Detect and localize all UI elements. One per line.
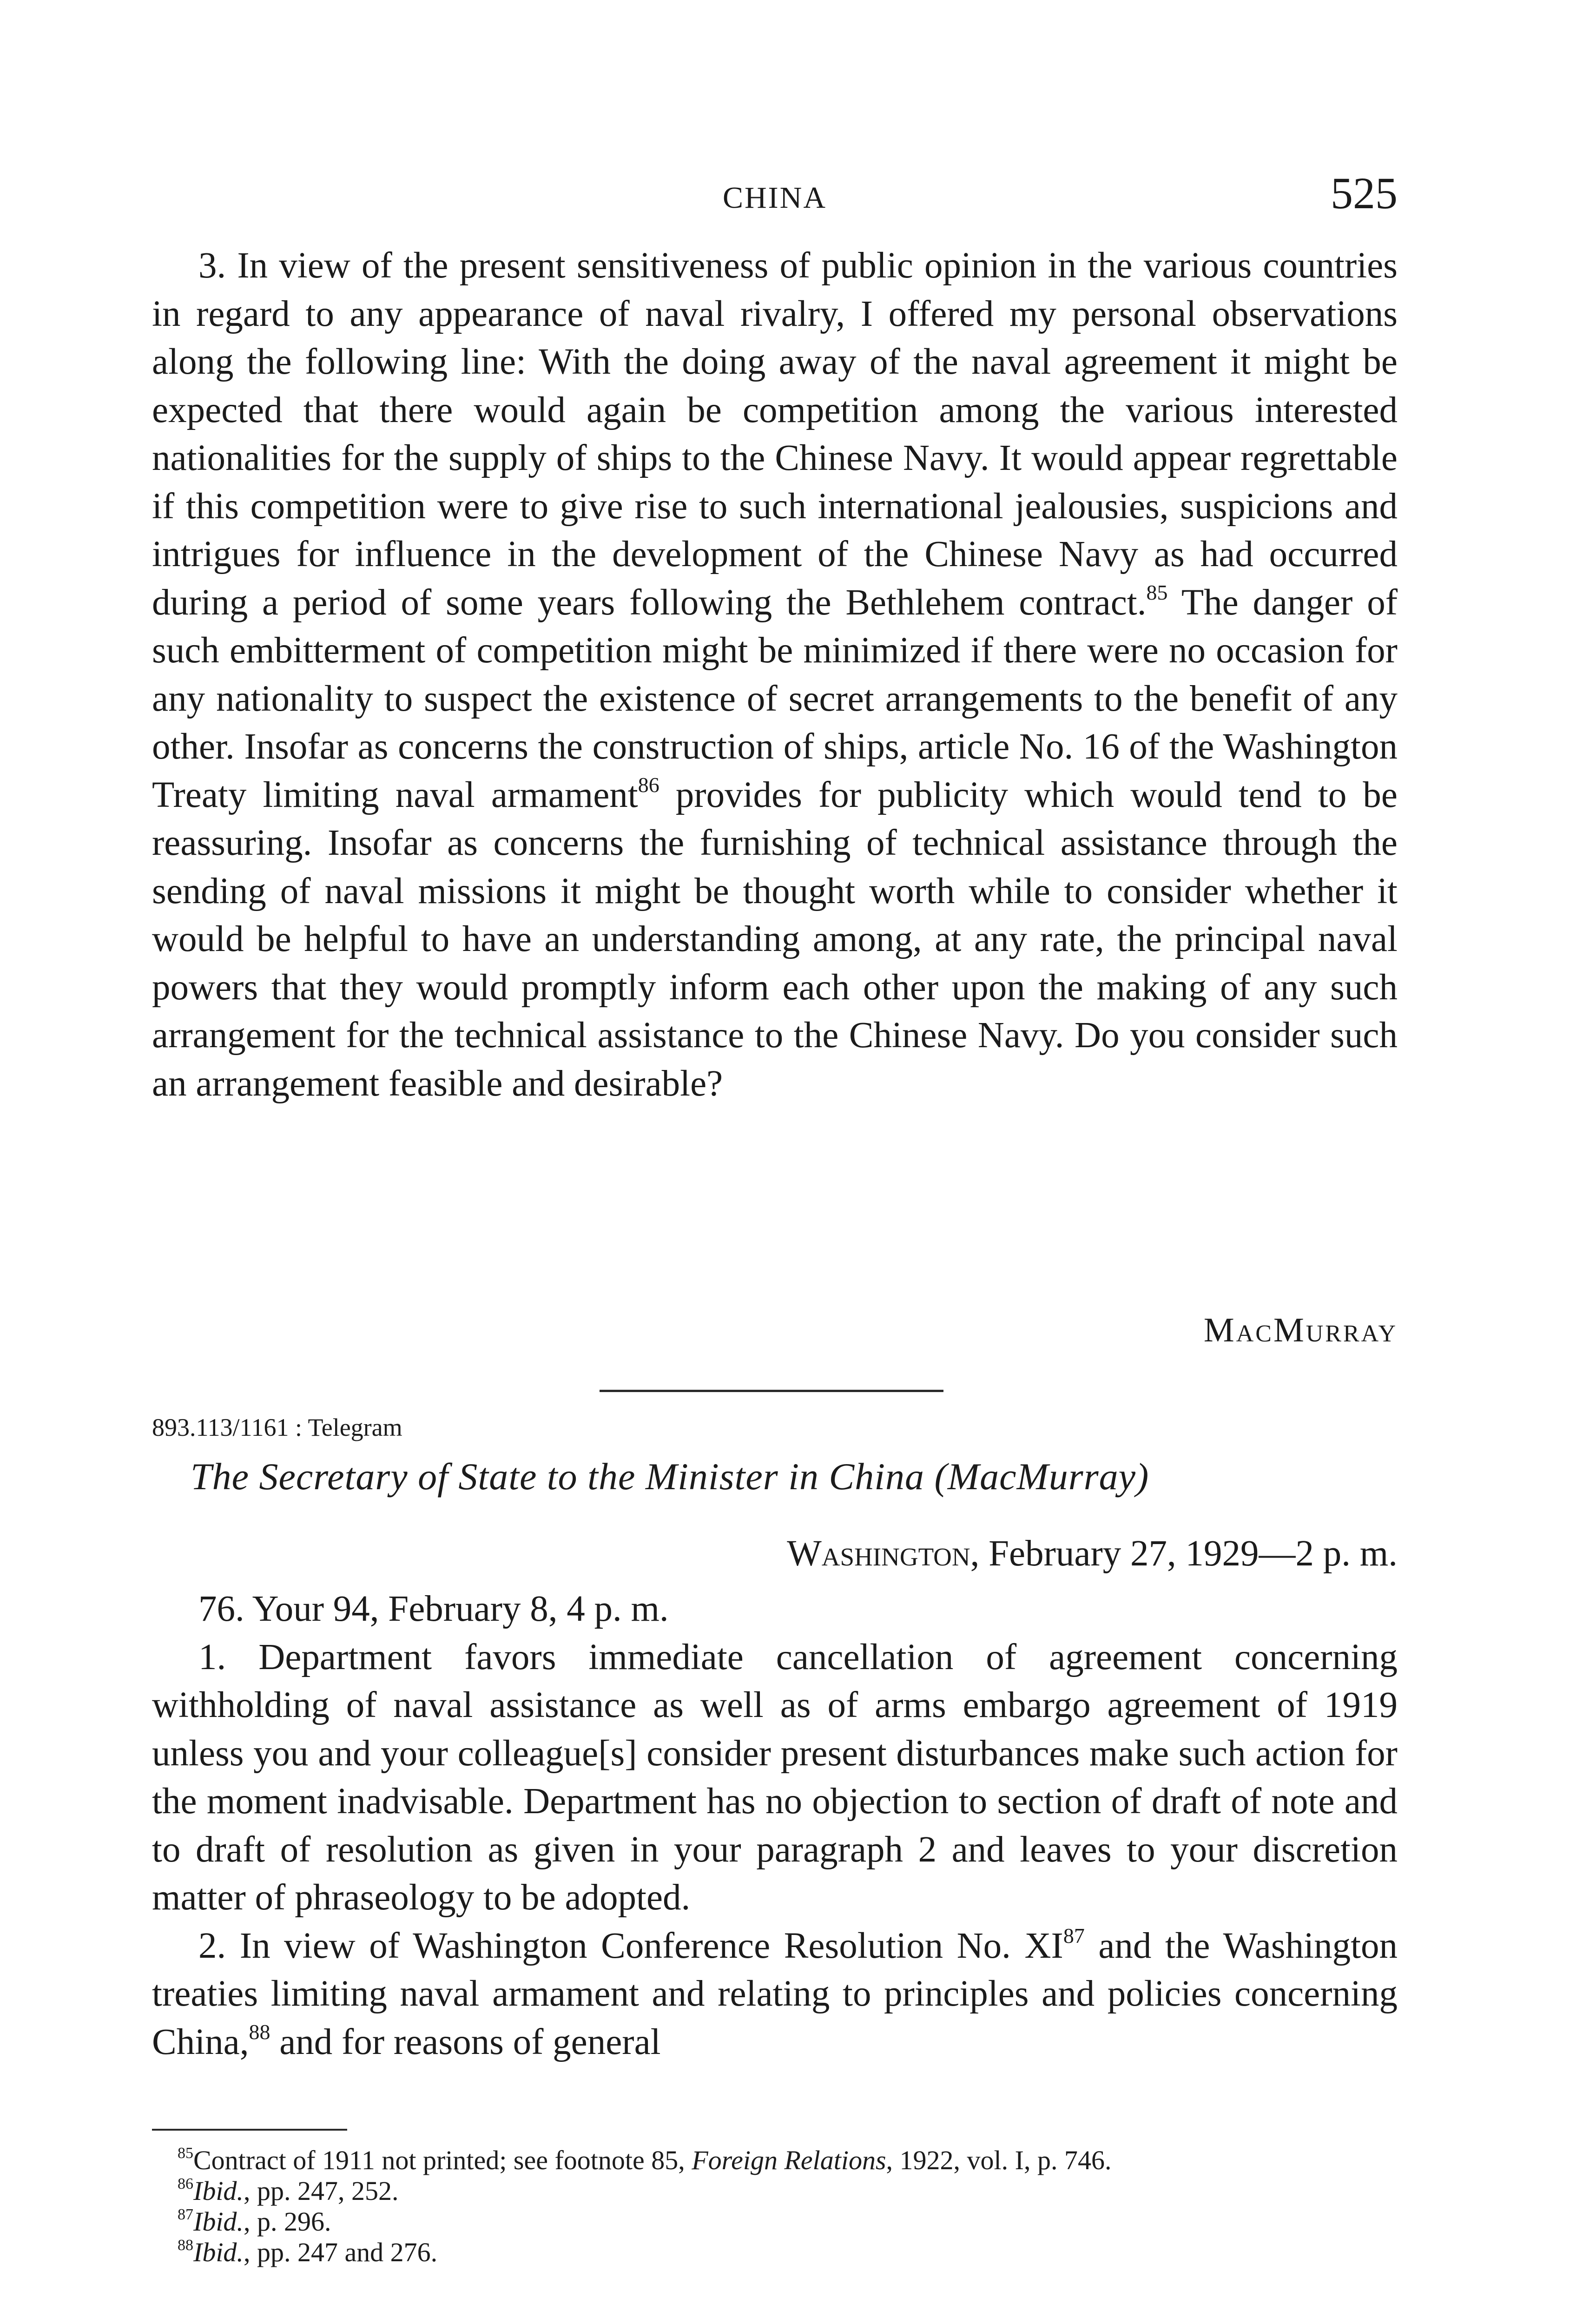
telegram-body bbox=[152, 1585, 1398, 2066]
footnote-87-text: , p. 296. bbox=[243, 2206, 331, 2237]
document-title: The Secretary of State to the Minister in China (MacMurray) bbox=[191, 1455, 1149, 1498]
footnote-ref-88: 88 bbox=[249, 2020, 270, 2044]
footnote-divider bbox=[152, 2129, 347, 2131]
paragraph-3 bbox=[152, 242, 1398, 1108]
telegram-opening: 76. Your 94, February 8, 4 p. m. bbox=[198, 1589, 669, 1629]
footnote-88-italic: Ibid. bbox=[193, 2237, 244, 2267]
dateline-place: Washington bbox=[787, 1533, 970, 1574]
footnote-88-number: 88 bbox=[178, 2237, 193, 2254]
page-number: 525 bbox=[1331, 168, 1398, 218]
footnote-87-number: 87 bbox=[178, 2206, 193, 2223]
running-title: CHINA bbox=[723, 181, 827, 215]
footnote-ref-87: 87 bbox=[1063, 1923, 1085, 1948]
footnote-85 bbox=[152, 2145, 1398, 2176]
footnote-86 bbox=[152, 2176, 1398, 2206]
footnote-85-number: 85 bbox=[178, 2145, 193, 2162]
footnote-86-number: 86 bbox=[178, 2175, 193, 2192]
telegram-item-1: 1. Department favors immediate cancellation of agreement concerning withholding of naval assistance as well as of arms embargo agreement of 1919 unless you and your colleague[s] consider present disturbances make such action for the moment inadvisable. Department has no objection to section of draft of note and to draft of resolution as given in your paragraph 2 and leaves to your discretion matter of phraseology to be adopted. bbox=[152, 1637, 1398, 1918]
telegram-item-2-part-3: and for reasons of general bbox=[270, 2021, 661, 2062]
telegram-item-2-part-1: 2. In view of Washington Conference Resolution No. XI bbox=[198, 1925, 1063, 1966]
telegram-item-2 bbox=[152, 1922, 1398, 2067]
telegram-item-2-part-2: and the Washington treaties limiting naval armament and relating to principles and policies concerning China, bbox=[152, 1925, 1398, 2062]
signature: MacMurray bbox=[1203, 1311, 1398, 1349]
footnote-88-text: , pp. 247 and 276. bbox=[243, 2237, 438, 2267]
footnote-88 bbox=[152, 2237, 1398, 2268]
footnote-ref-85: 85 bbox=[1146, 580, 1168, 604]
footnote-85-text-a: Contract of 1911 not printed; see footnote 85, bbox=[193, 2145, 692, 2175]
document-reference: 893.113/1161 : Telegram bbox=[152, 1413, 402, 1441]
paragraph-3-text bbox=[152, 242, 1398, 1108]
footnote-ref-86: 86 bbox=[638, 772, 659, 797]
footnote-86-text: , pp. 247, 252. bbox=[243, 2176, 399, 2206]
dateline-date: , February 27, 1929—2 p. m. bbox=[970, 1533, 1398, 1574]
footnote-87 bbox=[152, 2206, 1398, 2237]
footnote-85-text-b: , 1922, vol. I, p. 746. bbox=[886, 2145, 1112, 2175]
footnote-87-italic: Ibid. bbox=[193, 2206, 244, 2237]
footnote-86-italic: Ibid. bbox=[193, 2176, 244, 2206]
footnotes bbox=[152, 2145, 1398, 2268]
dateline bbox=[787, 1533, 1398, 1575]
section-divider bbox=[600, 1390, 943, 1392]
paragraph-3-part-3: provides for publicity which would tend to be reassuring. Insofar as concerns the furnishing of technical assistance through the sending of naval missions it might be thought worth while to consider whether it would be helpful to have an understanding among, at any rate, the principal naval powers that they would promptly inform each other upon the making of any such arrangement for the technical assistance to the Chinese Navy. Do you consider such an arrangement feasible and desirable? bbox=[152, 774, 1398, 1104]
footnote-85-italic: Foreign Relations bbox=[692, 2145, 886, 2175]
paragraph-3-part-1: 3. In view of the present sensitiveness of public opinion in the various countries in regard to any appearance of naval rivalry, I offered my personal observations along the following line: With the doing away of the naval agreement it might be expected that there would again be competition among the various interested nationalities for the supply of ships to the Chinese Navy. It would appear regrettable if this competition were to give rise to such international jealousies, suspicions and intrigues for influence in the development of the Chinese Navy as had occurred during a period of some years following the Bethlehem contract. bbox=[152, 245, 1398, 623]
paragraph-3-part-2: The danger of such embitterment of competition might be minimized if there were no occasion for any nationality to suspect the existence of secret arrangements to the benefit of any other. Insofar as concerns the construction of ships, article No. 16 of the Washington Treaty limiting naval armament bbox=[152, 582, 1398, 815]
running-head bbox=[152, 167, 1398, 218]
